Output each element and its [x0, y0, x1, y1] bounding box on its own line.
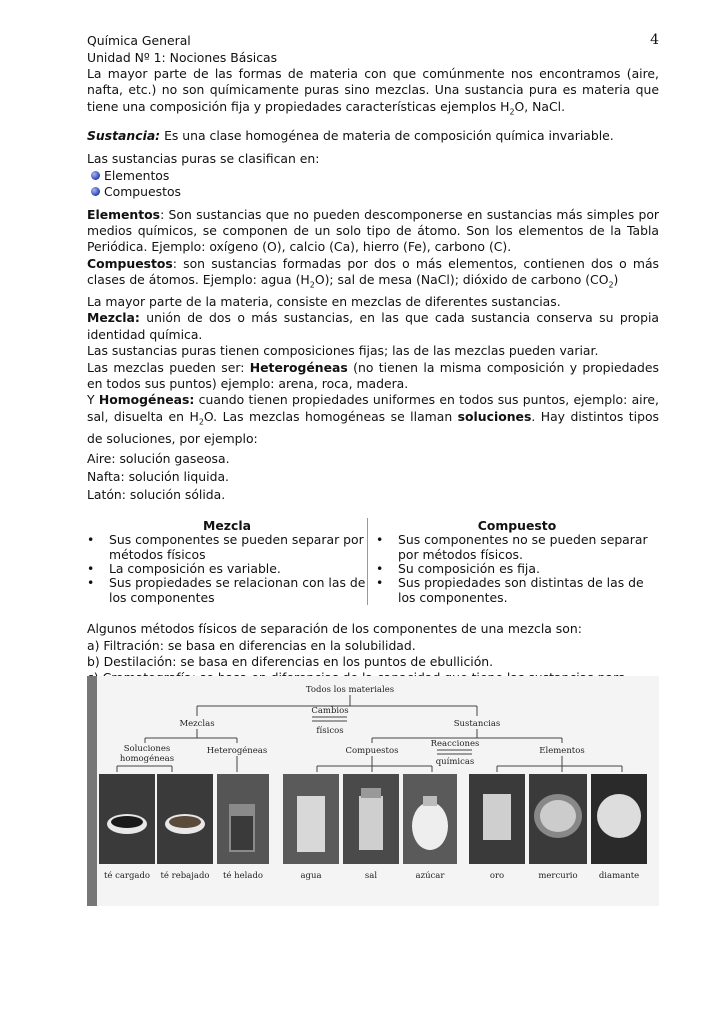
mezcla-definition: Mezcla: unión de dos o más sustancias, en las que cada sustancia conserva su propia identidad química.	[87, 310, 659, 342]
bullet-icon	[91, 187, 100, 196]
list-item: Compuestos	[91, 184, 659, 200]
diagram-heterogeneas-label: Heterogéneas	[206, 746, 268, 756]
homogeneas-text: Y Homogéneas: cuando tienen propiedades uniformes en todos sus puntos, ejemplo: aire, sal, disuelta en $H_2O$. Las mezclas homogéneas se llaman soluciones. Hay distintos tipos de soluciones, por ejemplo:	[87, 392, 660, 446]
list-item: • Sus propiedades se relacionan con las de los componentes	[87, 576, 367, 605]
caption-sal: sal	[364, 871, 378, 881]
mayor-parte-text: La mayor parte de la materia, consiste en mezclas de diferentes sustancias.	[87, 294, 561, 309]
list-item: • Sus componentes no se pueden separar por métodos físicos.	[376, 533, 658, 562]
comparison-table	[87, 518, 659, 605]
diagram-soluciones-label: Soluciones	[123, 744, 171, 754]
diagram-fisicos-label: físicos	[316, 726, 344, 736]
caption-diamante: diamante	[598, 871, 640, 881]
mezcla-column-title: Mezcla	[203, 518, 251, 534]
list-item: • Sus componentes se pueden separar por métodos físicos	[87, 533, 367, 562]
caption-oro: oro	[489, 871, 505, 881]
caption-azucar: azúcar	[415, 871, 445, 881]
compuestos-definition: Compuestos: son sustancias formadas por dos o más elementos, contienen dos o más clases de átomos. Ejemplo: agua $(H_2O)$; sal de mesa (NaCl); dióxido de carbono $(CO_2)$	[87, 255, 659, 290]
compuesto-column-title: Compuesto	[477, 518, 557, 534]
caption-te-cargado: té cargado	[103, 871, 151, 881]
diagram-elementos-label: Elementos	[539, 746, 585, 756]
metodos-heading: Algunos métodos físicos de separación de los componentes de una mezcla son:	[87, 621, 582, 637]
ejemplo-aire: Aire: solución gaseosa.	[87, 451, 230, 467]
ejemplo-nafta: Nafta: solución liquida.	[87, 469, 229, 485]
clasificacion-heading: Las sustancias puras se clasifican en:	[87, 151, 320, 167]
header	[87, 32, 659, 66]
page-number: 4	[650, 32, 659, 48]
list-item: Elementos	[91, 168, 659, 184]
diagram-compuestos-label: Compuestos	[345, 746, 399, 756]
diagram-reacciones-label: Reacciones	[430, 739, 480, 749]
photo-row	[99, 774, 647, 864]
diagram-mezclas-label: Mezclas	[179, 719, 215, 729]
mezcla-column	[87, 518, 367, 605]
heterogeneas-text: Las mezclas pueden ser: Heterogéneas (no tienen la misma composición y propiedades en todos sus puntos) ejemplo: arena, roca, madera.	[87, 359, 659, 392]
elementos-definition: Elementos: Son sustancias que no pueden descomponerse en sustancias más simples por medios químicos, se componen de un solo tipo de átomo. Son los elementos de la Tabla Periódica. Ejemplo: oxígeno (O), calcio (Ca), hierro (Fe), carbono (C).	[87, 206, 659, 255]
metodo-destilacion: b) Destilación: se basa en diferencias en los puntos de ebullición.	[87, 653, 494, 669]
caption-te-helado: té helado	[223, 871, 263, 881]
caption-mercurio: mercurio	[538, 871, 578, 881]
course-title: Química General	[87, 33, 191, 48]
compuesto-column	[367, 518, 658, 605]
bullet-icon	[91, 171, 100, 180]
metodo-filtracion: a) Filtración: se basa en diferencias en la solubilidad.	[87, 637, 416, 653]
ejemplo-laton: Latón: solución sólida.	[87, 487, 226, 503]
caption-agua: agua	[300, 871, 322, 881]
classification-figure	[87, 676, 659, 906]
diagram-root-label: Todos los materiales	[305, 685, 395, 695]
puras-text: Las sustancias puras tienen composiciones fijas; las de las mezclas pueden variar.	[87, 343, 599, 359]
page-body	[87, 32, 659, 703]
list-item: • Sus propiedades son distintas de las de los componentes.	[376, 576, 658, 605]
diagram-sustancias-label: Sustancias	[453, 719, 501, 729]
diagram-cambios-label: Cambios	[311, 706, 349, 716]
list-item: • La composición es variable.	[87, 562, 367, 576]
diagram-quimicas-label: químicas	[435, 757, 475, 767]
unit-title: Unidad Nº 1: Nociones Básicas	[87, 50, 278, 65]
intro-paragraph: La mayor parte de las formas de materia con que comúnmente nos encontramos (aire, nafta, etc.) no son químicamente puras sino mezclas. Una sustancia pura es materia que tiene una composición fija y propiedades características ejemplos $H_2O$, NaCl.	[87, 66, 659, 117]
list-item: • Su composición es fija.	[376, 562, 658, 576]
sustancia-definition: Sustancia: Es una clase homogénea de materia de composición química invariable.	[87, 127, 614, 143]
caption-te-rebajado: té rebajado	[160, 871, 210, 881]
diagram-homogeneas-label: homogéneas	[119, 754, 175, 764]
